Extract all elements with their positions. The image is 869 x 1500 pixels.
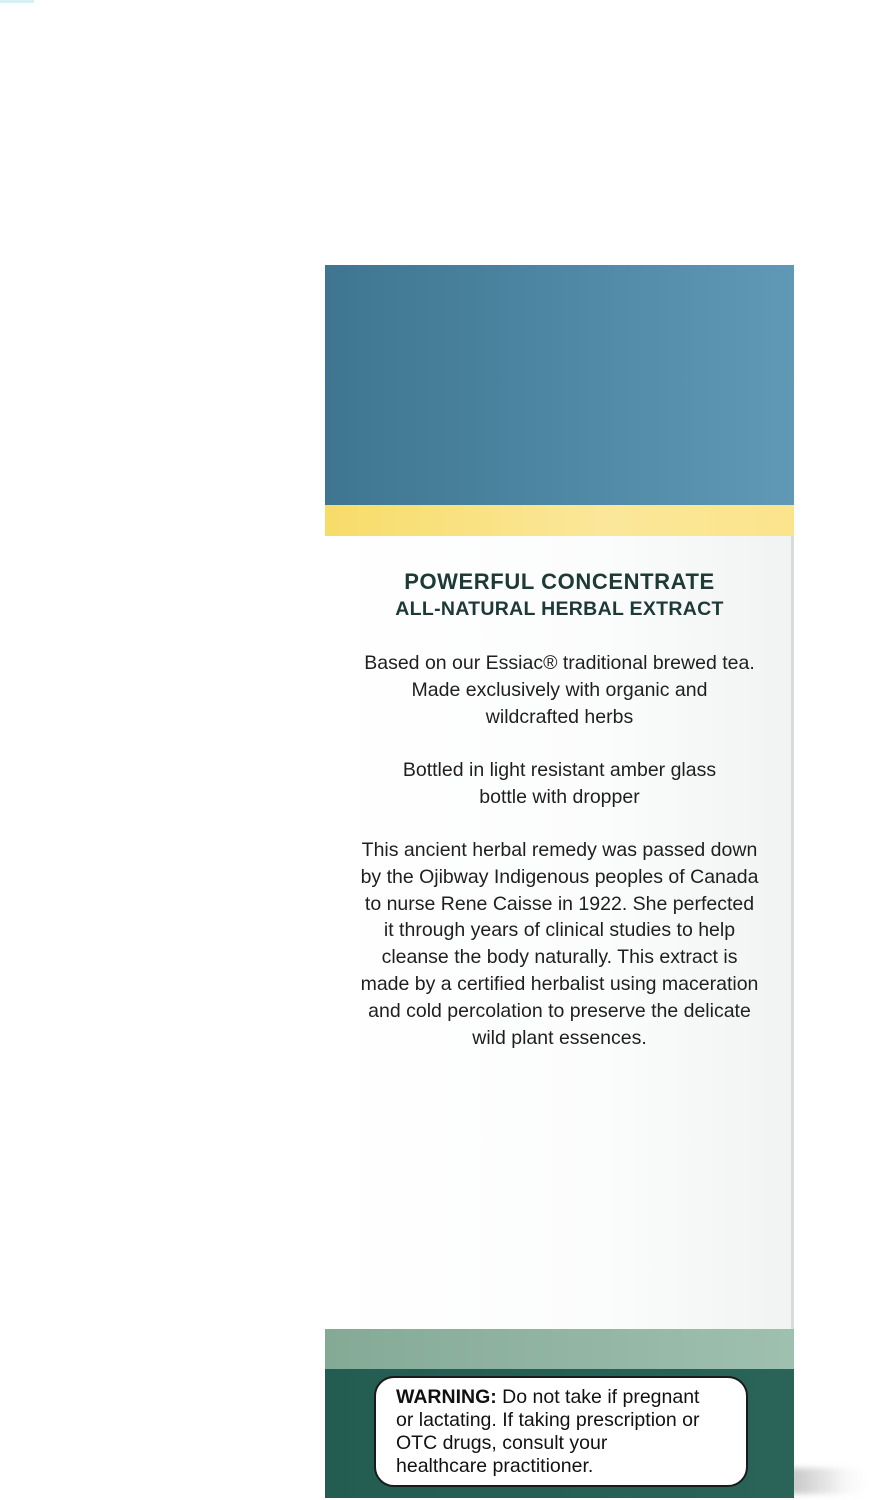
product-box-side-panel <box>325 265 794 1498</box>
text-line: bottle with dropper <box>479 785 640 808</box>
text-line: to nurse Rene Caisse in 1922. She perfected <box>364 892 755 915</box>
text-line: by the Ojibway Indigenous peoples of Canada <box>360 865 759 888</box>
top-blue-band <box>325 265 794 505</box>
panel-heading <box>325 568 794 623</box>
text-line: This ancient herbal remedy was passed down <box>361 839 758 861</box>
warning-label: WARNING: <box>396 1386 497 1408</box>
text-line: made by a certified herbalist using maceration <box>360 972 759 995</box>
box-shadow <box>790 1468 869 1494</box>
heading-line-2: ALL-NATURAL HERBAL EXTRACT <box>395 598 724 620</box>
text-line: Based on our Essiac® traditional brewed tea. <box>364 652 755 674</box>
text-line: and cold percolation to preserve the delicate <box>368 999 751 1022</box>
paragraph-essiac-tea <box>331 650 788 730</box>
text-line: wild plant essences. <box>472 1026 647 1049</box>
warning-box <box>374 1376 748 1487</box>
corner-mark <box>0 0 34 3</box>
warning-text-line: Do not take if pregnant <box>496 1386 700 1408</box>
heading-line-1: POWERFUL CONCENTRATE <box>404 569 715 594</box>
warning-text-line: OTC drugs, consult your <box>396 1432 608 1454</box>
warning-text-line: or lactating. If taking prescription or <box>396 1409 700 1431</box>
box-right-edge <box>791 536 794 1329</box>
text-line: cleanse the body naturally. This extract is <box>381 946 738 969</box>
sage-green-band <box>325 1329 794 1369</box>
yellow-stripe <box>325 505 794 536</box>
paragraph-amber-bottle <box>331 757 788 811</box>
text-line: wildcrafted herbs <box>485 705 634 728</box>
text-line: Bottled in light resistant amber glass <box>402 759 717 781</box>
warning-text-line: healthcare practitioner. <box>396 1455 594 1477</box>
paragraph-history <box>331 837 788 1051</box>
text-line: Made exclusively with organic and <box>411 678 708 701</box>
text-line: it through years of clinical studies to help <box>383 919 736 942</box>
